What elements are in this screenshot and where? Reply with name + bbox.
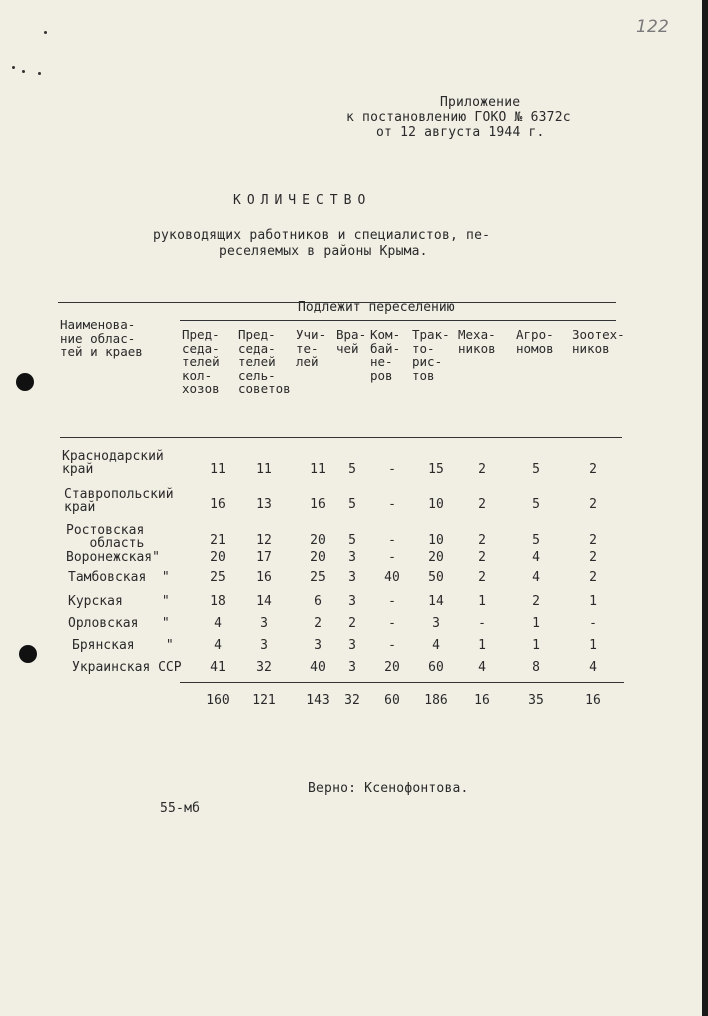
verification-signature: Верно: Ксенофонтова.: [308, 781, 469, 796]
region-column-header: Наименова- ние облас- тей и краев: [60, 317, 143, 359]
table-cell: 16: [256, 570, 272, 585]
page-number: 122: [636, 17, 670, 37]
row-region-name: Краснодарский край: [62, 449, 164, 477]
table-cell: -: [478, 616, 486, 631]
column-header-4: Вра- чей: [336, 327, 367, 356]
table-cell: 50: [428, 570, 444, 585]
table-cell: -: [589, 616, 597, 631]
column-header-9: Зоотех- ников: [572, 327, 625, 356]
table-cell: -: [388, 533, 396, 548]
subtitle-line-1: руководящих работников и специалистов, пе-: [153, 228, 491, 243]
table-cell: 2: [589, 533, 597, 548]
table-cell: 32: [256, 660, 272, 675]
subtitle-line-2: реселяемых в районы Крыма.: [219, 244, 428, 259]
table-cell: 16: [210, 497, 226, 512]
table-cell: 5: [348, 533, 356, 548]
row-region-name: Ростовская область: [66, 523, 145, 551]
total-cell: 160: [206, 693, 230, 708]
table-cell: 1: [589, 594, 597, 609]
table-cell: 2: [589, 462, 597, 477]
group-header-rule: [180, 320, 616, 321]
ink-speck: [12, 66, 15, 69]
table-cell: 11: [256, 462, 272, 477]
table-cell: 20: [384, 660, 400, 675]
table-cell: 1: [478, 638, 486, 653]
table-cell: 16: [310, 497, 326, 512]
ink-speck: [44, 31, 47, 34]
table-cell: 5: [348, 497, 356, 512]
table-cell: 4: [478, 660, 486, 675]
group-header: Подлежит переселению: [298, 300, 455, 315]
column-header-3: Учи- те- лей: [296, 327, 327, 369]
table-cell: 11: [210, 462, 226, 477]
table-cell: 5: [532, 533, 540, 548]
table-cell: 12: [256, 533, 272, 548]
table-cell: 14: [256, 594, 272, 609]
total-cell: 60: [384, 693, 400, 708]
document-title: КОЛИЧЕСТВО: [233, 193, 372, 208]
table-cell: 13: [256, 497, 272, 512]
table-cell: 40: [310, 660, 326, 675]
table-cell: 2: [478, 533, 486, 548]
table-cell: 3: [260, 616, 268, 631]
table-cell: 4: [432, 638, 440, 653]
table-cell: 4: [214, 638, 222, 653]
table-cell: -: [388, 616, 396, 631]
table-cell: 3: [260, 638, 268, 653]
table-cell: 2: [478, 462, 486, 477]
table-cell: 6: [314, 594, 322, 609]
row-region-name: Воронежская": [66, 550, 160, 565]
total-cell: 186: [424, 693, 448, 708]
table-cell: 3: [348, 550, 356, 565]
total-cell: 16: [585, 693, 601, 708]
table-cell: 20: [310, 550, 326, 565]
table-cell: 5: [532, 462, 540, 477]
table-cell: -: [388, 497, 396, 512]
table-cell: 4: [532, 550, 540, 565]
table-cell: 25: [210, 570, 226, 585]
table-cell: 2: [532, 594, 540, 609]
table-cell: 2: [589, 550, 597, 565]
table-cell: 3: [432, 616, 440, 631]
total-cell: 16: [474, 693, 490, 708]
table-cell: -: [388, 594, 396, 609]
totals-rule: [180, 682, 624, 683]
table-cell: 20: [210, 550, 226, 565]
table-cell: 25: [310, 570, 326, 585]
column-header-5: Ком- бай- не- ров: [370, 327, 401, 383]
column-header-2: Пред- седа- телей сель- советов: [238, 327, 291, 396]
appendix-line-1: Приложение: [440, 95, 521, 110]
table-cell: 4: [589, 660, 597, 675]
table-cell: 14: [428, 594, 444, 609]
column-header-1: Пред- седа- телей кол- хозов: [182, 327, 220, 396]
row-region-name: Курская ": [68, 594, 170, 609]
table-cell: 2: [589, 497, 597, 512]
table-cell: 20: [428, 550, 444, 565]
table-cell: 8: [532, 660, 540, 675]
appendix-line-2: к постановлению ГОКО № 6372с: [346, 110, 571, 125]
table-cell: 3: [348, 660, 356, 675]
binder-hole-bottom: [19, 645, 37, 663]
table-cell: 1: [532, 616, 540, 631]
header-bottom-rule: [60, 437, 622, 438]
table-cell: 11: [310, 462, 326, 477]
table-cell: 2: [314, 616, 322, 631]
table-cell: -: [388, 462, 396, 477]
row-region-name: Брянская ": [72, 638, 174, 653]
table-cell: 5: [348, 462, 356, 477]
table-cell: 40: [384, 570, 400, 585]
column-header-7: Меха- ников: [458, 327, 496, 356]
row-region-name: Орловская ": [68, 616, 170, 631]
total-cell: 32: [344, 693, 360, 708]
table-cell: -: [388, 638, 396, 653]
table-cell: 1: [589, 638, 597, 653]
table-cell: 41: [210, 660, 226, 675]
table-cell: 1: [478, 594, 486, 609]
table-cell: 4: [532, 570, 540, 585]
binder-hole-top: [16, 373, 34, 391]
table-cell: 18: [210, 594, 226, 609]
table-cell: 3: [314, 638, 322, 653]
appendix-line-3: от 12 августа 1944 г.: [376, 125, 545, 140]
table-cell: -: [388, 550, 396, 565]
table-cell: 17: [256, 550, 272, 565]
table-cell: 1: [532, 638, 540, 653]
table-cell: 2: [478, 497, 486, 512]
table-cell: 2: [478, 570, 486, 585]
table-cell: 3: [348, 594, 356, 609]
table-cell: 15: [428, 462, 444, 477]
table-cell: 2: [478, 550, 486, 565]
total-cell: 143: [306, 693, 330, 708]
ink-speck: [22, 70, 25, 73]
table-cell: 20: [310, 533, 326, 548]
table-cell: 5: [532, 497, 540, 512]
row-region-name: Украинская ССР: [72, 660, 182, 675]
document-code: 55-мб: [160, 801, 201, 816]
table-cell: 3: [348, 570, 356, 585]
table-cell: 3: [348, 638, 356, 653]
ink-speck: [38, 72, 41, 75]
row-region-name: Тамбовская ": [68, 570, 170, 585]
column-header-6: Трак- то- рис- тов: [412, 327, 450, 383]
row-region-name: Ставропольский край: [64, 487, 174, 515]
total-cell: 121: [252, 693, 276, 708]
column-header-8: Агро- номов: [516, 327, 554, 356]
table-cell: 21: [210, 533, 226, 548]
table-cell: 10: [428, 533, 444, 548]
table-cell: 2: [348, 616, 356, 631]
table-cell: 60: [428, 660, 444, 675]
table-cell: 2: [589, 570, 597, 585]
total-cell: 35: [528, 693, 544, 708]
table-cell: 4: [214, 616, 222, 631]
table-cell: 10: [428, 497, 444, 512]
